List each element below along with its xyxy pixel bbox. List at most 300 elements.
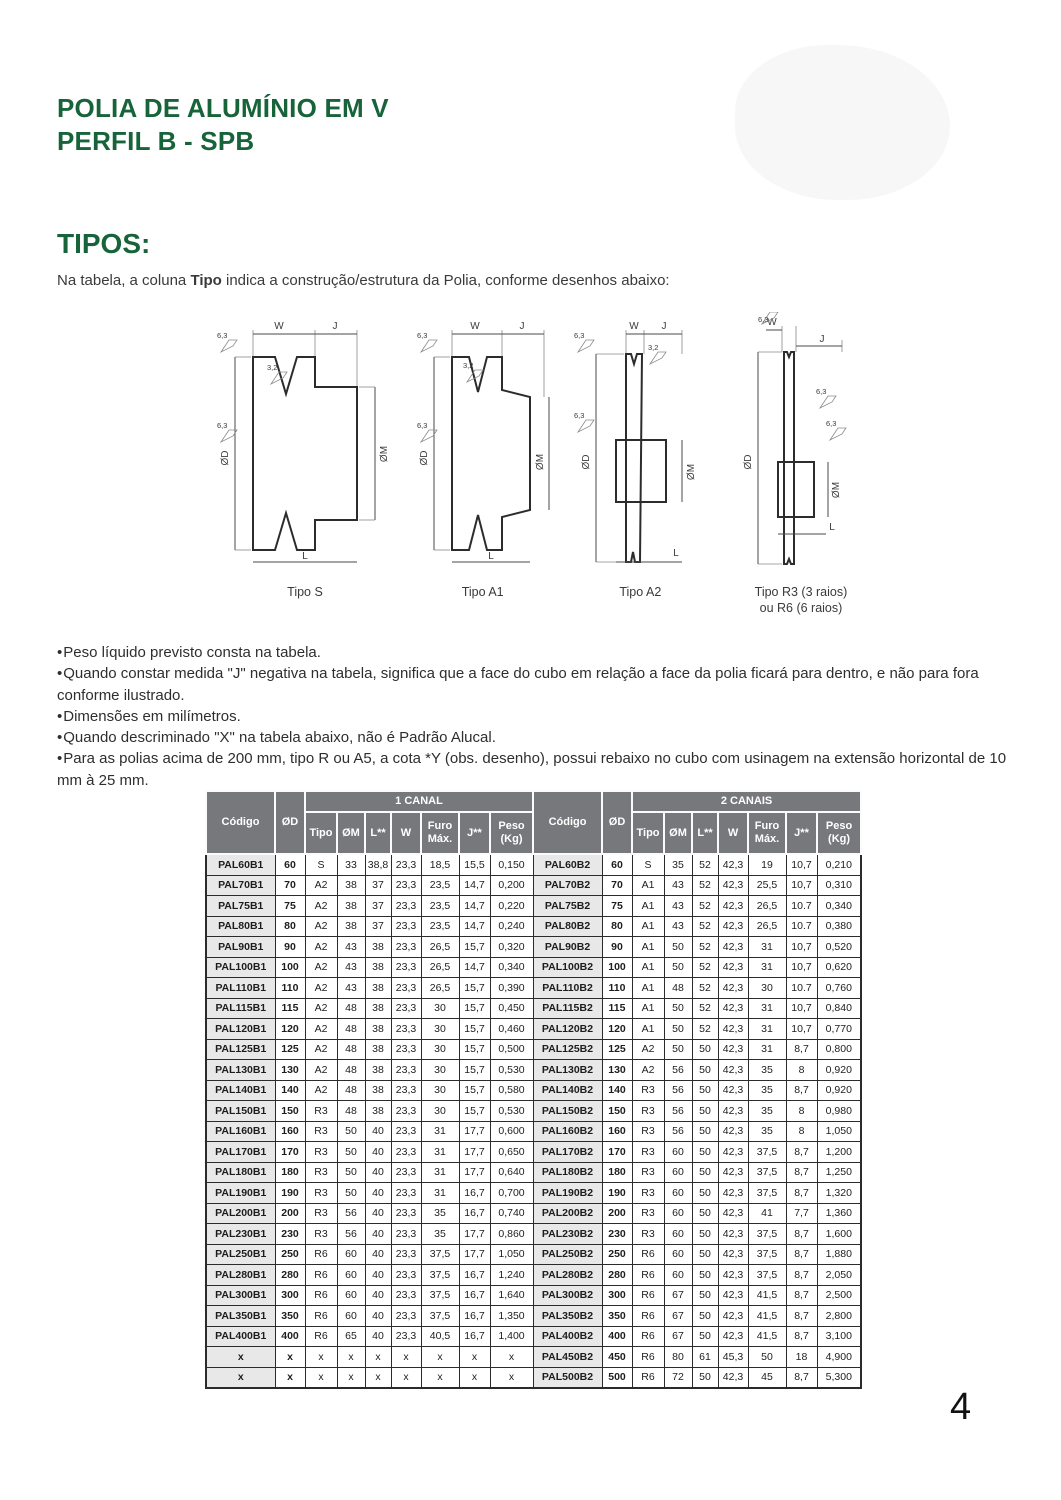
dim-label-d: ØD [581, 454, 593, 470]
header-furo-max: Furo Máx. [748, 812, 786, 854]
value-cell: 0,380 [817, 916, 861, 937]
value-cell: x [365, 1347, 391, 1368]
dim-label-l: L [829, 522, 835, 533]
value-cell: R6 [305, 1265, 337, 1286]
roughness-32-label: 3,2 [267, 363, 278, 372]
value-cell: 400 [602, 1326, 632, 1347]
value-cell: 8,7 [786, 1326, 817, 1347]
value-cell: 3,100 [817, 1326, 861, 1347]
value-cell: 38 [337, 896, 365, 917]
codigo-cell: PAL130B1 [206, 1060, 275, 1081]
table-row [206, 1224, 861, 1245]
figure-tipo-a2 [570, 312, 710, 600]
roughness-63-label: 6,3 [217, 421, 228, 430]
value-cell: 50 [337, 1162, 365, 1183]
value-cell: 16,7 [459, 1265, 490, 1286]
value-cell: 8 [786, 1121, 817, 1142]
dim-label-d: ØD [418, 450, 430, 466]
value-cell: 8,7 [786, 1367, 817, 1388]
table-row [206, 896, 861, 917]
value-cell: 52 [692, 916, 718, 937]
value-cell: 10.7 [786, 916, 817, 937]
value-cell: R6 [305, 1326, 337, 1347]
value-cell: 8,7 [786, 1224, 817, 1245]
value-cell: 180 [275, 1162, 305, 1183]
value-cell: 42,3 [718, 896, 748, 917]
codigo-cell: x [206, 1367, 275, 1388]
value-cell: 80 [664, 1347, 692, 1368]
value-cell: 35 [421, 1203, 459, 1224]
value-cell: 42,3 [718, 978, 748, 999]
table-row [206, 1347, 861, 1368]
value-cell: A2 [305, 1080, 337, 1101]
value-cell: 60 [664, 1265, 692, 1286]
roughness-32-label: 3,2 [648, 343, 659, 352]
value-cell: 42,3 [718, 1121, 748, 1142]
value-cell: 0,840 [817, 998, 861, 1019]
value-cell: 0,520 [817, 937, 861, 958]
value-cell: 40 [365, 1203, 391, 1224]
value-cell: 60 [337, 1306, 365, 1327]
value-cell: 200 [275, 1203, 305, 1224]
value-cell: 31 [748, 1019, 786, 1040]
value-cell: 52 [692, 978, 718, 999]
value-cell: 38 [365, 998, 391, 1019]
title-line-2: PERFIL B - SPB [57, 125, 255, 156]
value-cell: 43 [337, 937, 365, 958]
value-cell: R3 [305, 1101, 337, 1122]
value-cell: 17,7 [459, 1142, 490, 1163]
value-cell: 40 [365, 1142, 391, 1163]
header-peso: Peso (Kg) [490, 812, 533, 854]
value-cell: x [459, 1367, 490, 1388]
value-cell: 43 [337, 957, 365, 978]
value-cell: 35 [421, 1224, 459, 1245]
value-cell: 50 [748, 1347, 786, 1368]
value-cell: 42,3 [718, 1142, 748, 1163]
value-cell: A2 [305, 998, 337, 1019]
codigo-cell: PAL100B2 [533, 957, 602, 978]
value-cell: A2 [305, 875, 337, 896]
value-cell: 150 [602, 1101, 632, 1122]
value-cell: 75 [275, 896, 305, 917]
value-cell: 35 [664, 854, 692, 875]
value-cell: A1 [632, 978, 664, 999]
value-cell: 2,800 [817, 1306, 861, 1327]
value-cell: 60 [664, 1224, 692, 1245]
value-cell: 8,7 [786, 1244, 817, 1265]
value-cell: 42,3 [718, 1326, 748, 1347]
note-item: • Para as polias acima de 200 mm, tipo R ou A5, a cota *Y (obs. desenho), possui rebaixo no cubo com usinagem na extensão horizontal de 10 mm à 25 mm. [57, 748, 1009, 791]
codigo-cell: PAL180B2 [533, 1162, 602, 1183]
header-od: ØD [602, 791, 632, 854]
codigo-cell: PAL280B2 [533, 1265, 602, 1286]
codigo-cell: PAL230B2 [533, 1224, 602, 1245]
codigo-cell: PAL80B2 [533, 916, 602, 937]
value-cell: 180 [602, 1162, 632, 1183]
figure-tipo-r3-r6 [722, 312, 880, 617]
figure-tipo-a1 [407, 312, 559, 600]
value-cell: R3 [305, 1162, 337, 1183]
value-cell: 8,7 [786, 1080, 817, 1101]
value-cell: A2 [305, 937, 337, 958]
value-cell: 23,5 [421, 875, 459, 896]
value-cell: 0,390 [490, 978, 533, 999]
value-cell: x [337, 1347, 365, 1368]
value-cell: 50 [692, 1060, 718, 1081]
dim-label-j: J [519, 321, 525, 332]
value-cell: 26,5 [421, 957, 459, 978]
value-cell: 23,3 [391, 1285, 421, 1306]
value-cell: 30 [748, 978, 786, 999]
value-cell: 16,7 [459, 1285, 490, 1306]
codigo-cell: PAL160B2 [533, 1121, 602, 1142]
value-cell: 43 [664, 916, 692, 937]
value-cell: 8,7 [786, 1142, 817, 1163]
value-cell: S [305, 854, 337, 875]
value-cell: 0,740 [490, 1203, 533, 1224]
table-row [206, 875, 861, 896]
codigo-cell: PAL110B1 [206, 978, 275, 999]
value-cell: 23,3 [391, 978, 421, 999]
value-cell: 0,500 [490, 1039, 533, 1060]
value-cell: 40 [365, 1162, 391, 1183]
codigo-cell: PAL70B1 [206, 875, 275, 896]
codigo-cell: PAL80B1 [206, 916, 275, 937]
value-cell: 10,7 [786, 854, 817, 875]
intro-paragraph [57, 272, 670, 289]
value-cell: 0,860 [490, 1224, 533, 1245]
note-item: • Quando constar medida "J" negativa na tabela, significa que a face do cubo em relação a face da polia ficará para dentro, e não para fora conforme ilustrado. [57, 663, 1009, 706]
codigo-cell: PAL130B2 [533, 1060, 602, 1081]
value-cell: 56 [337, 1224, 365, 1245]
codigo-cell: PAL150B2 [533, 1101, 602, 1122]
value-cell: A1 [632, 937, 664, 958]
value-cell: 200 [602, 1203, 632, 1224]
value-cell: 0,600 [490, 1121, 533, 1142]
value-cell: 23,3 [391, 937, 421, 958]
value-cell: 170 [275, 1142, 305, 1163]
value-cell: 23,3 [391, 1019, 421, 1040]
value-cell: 300 [275, 1285, 305, 1306]
value-cell: 30 [421, 1080, 459, 1101]
value-cell: 10,7 [786, 998, 817, 1019]
value-cell: 31 [748, 1039, 786, 1060]
table-row [206, 1306, 861, 1327]
value-cell: 60 [664, 1142, 692, 1163]
value-cell: A2 [305, 1039, 337, 1060]
value-cell: A1 [632, 916, 664, 937]
roughness-63-label: 6,3 [825, 419, 837, 428]
value-cell: 1,250 [817, 1162, 861, 1183]
value-cell: 45 [748, 1367, 786, 1388]
value-cell: R3 [632, 1142, 664, 1163]
codigo-cell: PAL70B2 [533, 875, 602, 896]
value-cell: 15,7 [459, 978, 490, 999]
value-cell: x [305, 1367, 337, 1388]
roughness-63-label: 6,3 [574, 411, 585, 420]
value-cell: 38 [365, 1080, 391, 1101]
value-cell: 0,760 [817, 978, 861, 999]
header-w: W [391, 812, 421, 854]
value-cell: 10,7 [786, 1019, 817, 1040]
value-cell: 37,5 [748, 1265, 786, 1286]
value-cell: 35 [748, 1121, 786, 1142]
value-cell: 0,340 [817, 896, 861, 917]
value-cell: 16,7 [459, 1326, 490, 1347]
value-cell: 350 [602, 1306, 632, 1327]
codigo-cell: PAL120B1 [206, 1019, 275, 1040]
value-cell: 42,3 [718, 854, 748, 875]
codigo-cell: PAL75B1 [206, 896, 275, 917]
value-cell: 41,5 [748, 1306, 786, 1327]
value-cell: 42,3 [718, 957, 748, 978]
note-item: • Dimensões em milímetros. [57, 706, 1009, 727]
dim-label-d: ØD [742, 454, 754, 470]
value-cell: 140 [275, 1080, 305, 1101]
codigo-cell: PAL500B2 [533, 1367, 602, 1388]
note-item: • Peso líquido previsto consta na tabela. [57, 642, 1009, 663]
value-cell: 250 [602, 1244, 632, 1265]
value-cell: 67 [664, 1326, 692, 1347]
value-cell: 38,8 [365, 854, 391, 875]
value-cell: R3 [632, 1080, 664, 1101]
value-cell: 26,5 [748, 916, 786, 937]
header-om: ØM [337, 812, 365, 854]
value-cell: 1,880 [817, 1244, 861, 1265]
value-cell: 43 [664, 896, 692, 917]
value-cell: A2 [305, 957, 337, 978]
value-cell: R6 [632, 1244, 664, 1265]
value-cell: 31 [748, 957, 786, 978]
intro-prefix: Na tabela, a coluna [57, 272, 191, 289]
codigo-cell: PAL60B2 [533, 854, 602, 875]
value-cell: x [365, 1367, 391, 1388]
value-cell: 30 [421, 1039, 459, 1060]
value-cell: R6 [305, 1306, 337, 1327]
value-cell: 230 [275, 1224, 305, 1245]
value-cell: 2,050 [817, 1265, 861, 1286]
value-cell: 15,7 [459, 1039, 490, 1060]
value-cell: 38 [365, 937, 391, 958]
value-cell: 15,7 [459, 1060, 490, 1081]
value-cell: 0,320 [490, 937, 533, 958]
value-cell: 90 [602, 937, 632, 958]
roughness-63-label: 6,3 [815, 387, 827, 396]
value-cell: 14,7 [459, 875, 490, 896]
value-cell: 52 [692, 875, 718, 896]
value-cell: 37,5 [421, 1285, 459, 1306]
value-cell: 1,200 [817, 1142, 861, 1163]
value-cell: 35 [748, 1080, 786, 1101]
table-row [206, 998, 861, 1019]
page-number: 4 [950, 1386, 972, 1428]
header-peso: Peso (Kg) [817, 812, 861, 854]
value-cell: 43 [337, 978, 365, 999]
value-cell: x [490, 1367, 533, 1388]
value-cell: 230 [602, 1224, 632, 1245]
value-cell: 15,7 [459, 1080, 490, 1101]
value-cell: 48 [337, 1060, 365, 1081]
value-cell: 0,920 [817, 1080, 861, 1101]
table-row [206, 1326, 861, 1347]
table-row [206, 1039, 861, 1060]
value-cell: S [632, 854, 664, 875]
dim-label-l: L [487, 551, 494, 562]
value-cell: 8 [786, 1060, 817, 1081]
value-cell: 0,530 [490, 1101, 533, 1122]
value-cell: 0,310 [817, 875, 861, 896]
codigo-cell: PAL125B2 [533, 1039, 602, 1060]
value-cell: 40,5 [421, 1326, 459, 1347]
value-cell: 38 [337, 875, 365, 896]
value-cell: 8,7 [786, 1183, 817, 1204]
figure-caption: Tipo A2 [619, 585, 662, 599]
value-cell: 23,3 [391, 1265, 421, 1286]
value-cell: 80 [602, 916, 632, 937]
value-cell: R3 [305, 1121, 337, 1142]
figure-caption-line-2: ou R6 (6 raios) [759, 601, 843, 616]
value-cell: 0,450 [490, 998, 533, 1019]
value-cell: 50 [664, 937, 692, 958]
value-cell: A1 [632, 875, 664, 896]
table-row [206, 1367, 861, 1388]
value-cell: 42,3 [718, 1224, 748, 1245]
table-row [206, 1183, 861, 1204]
header-j: J** [459, 812, 490, 854]
value-cell: A2 [632, 1060, 664, 1081]
value-cell: 42,3 [718, 1244, 748, 1265]
value-cell: 1,050 [817, 1121, 861, 1142]
value-cell: A1 [632, 896, 664, 917]
dim-label-d: ØD [220, 450, 231, 466]
codigo-cell: PAL125B1 [206, 1039, 275, 1060]
value-cell: 40 [365, 1121, 391, 1142]
value-cell: 75 [602, 896, 632, 917]
dim-label-w: W [274, 321, 284, 332]
codigo-cell: PAL115B2 [533, 998, 602, 1019]
value-cell: 18 [786, 1347, 817, 1368]
value-cell: 37 [365, 875, 391, 896]
value-cell: 23,3 [391, 1306, 421, 1327]
value-cell: 130 [275, 1060, 305, 1081]
value-cell: 23,3 [391, 896, 421, 917]
value-cell: 120 [602, 1019, 632, 1040]
value-cell: 52 [692, 957, 718, 978]
value-cell: 52 [692, 937, 718, 958]
value-cell: R3 [632, 1121, 664, 1142]
codigo-cell: x [206, 1347, 275, 1368]
value-cell: 50 [692, 1244, 718, 1265]
value-cell: 42,3 [718, 1019, 748, 1040]
tipo-a1-drawing [407, 312, 559, 570]
table-row [206, 854, 861, 875]
value-cell: 23,3 [391, 1326, 421, 1347]
value-cell: 8,7 [786, 1285, 817, 1306]
value-cell: R6 [305, 1285, 337, 1306]
dim-label-l: L [673, 548, 680, 559]
codigo-cell: PAL180B1 [206, 1162, 275, 1183]
value-cell: A2 [305, 1060, 337, 1081]
value-cell: 41 [748, 1203, 786, 1224]
table-row [206, 916, 861, 937]
value-cell: R6 [632, 1326, 664, 1347]
codigo-cell: PAL140B1 [206, 1080, 275, 1101]
value-cell: 70 [275, 875, 305, 896]
codigo-cell: PAL115B1 [206, 998, 275, 1019]
value-cell: 37 [365, 896, 391, 917]
table-row [206, 957, 861, 978]
value-cell: 42,3 [718, 1265, 748, 1286]
value-cell: 120 [275, 1019, 305, 1040]
value-cell: 190 [275, 1183, 305, 1204]
value-cell: 8,7 [786, 1306, 817, 1327]
value-cell: 50 [664, 1019, 692, 1040]
header-tipo: Tipo [305, 812, 337, 854]
codigo-cell: PAL110B2 [533, 978, 602, 999]
roughness-32-label: 3,2 [462, 361, 474, 370]
value-cell: 42,3 [718, 1162, 748, 1183]
codigo-cell: PAL90B1 [206, 937, 275, 958]
value-cell: 0,980 [817, 1101, 861, 1122]
value-cell: 50 [337, 1183, 365, 1204]
value-cell: 31 [421, 1162, 459, 1183]
value-cell: 0,920 [817, 1060, 861, 1081]
value-cell: 100 [602, 957, 632, 978]
value-cell: 115 [602, 998, 632, 1019]
header-group-1-canal: 1 CANAL [305, 791, 533, 812]
value-cell: 48 [337, 1039, 365, 1060]
value-cell: 0,460 [490, 1019, 533, 1040]
value-cell: 23,3 [391, 1162, 421, 1183]
value-cell: 30 [421, 1060, 459, 1081]
header-l: L** [365, 812, 391, 854]
value-cell: 37,5 [748, 1244, 786, 1265]
dim-label-j: J [819, 334, 825, 345]
page-title [57, 92, 389, 157]
value-cell: x [275, 1347, 305, 1368]
value-cell: 37,5 [748, 1142, 786, 1163]
value-cell: 110 [602, 978, 632, 999]
value-cell: 50 [337, 1121, 365, 1142]
codigo-cell: PAL200B2 [533, 1203, 602, 1224]
value-cell: R3 [632, 1203, 664, 1224]
value-cell: 15,7 [459, 1019, 490, 1040]
dim-label-w: W [629, 321, 640, 332]
value-cell: 37,5 [421, 1306, 459, 1327]
value-cell: 48 [337, 1101, 365, 1122]
value-cell: 0,650 [490, 1142, 533, 1163]
value-cell: 30 [421, 998, 459, 1019]
table-row [206, 1285, 861, 1306]
watermark-blob [735, 45, 950, 200]
value-cell: 0,150 [490, 854, 533, 875]
roughness-63-label: 6,3 [416, 421, 428, 430]
value-cell: 125 [275, 1039, 305, 1060]
value-cell: 31 [421, 1121, 459, 1142]
value-cell: 60 [602, 854, 632, 875]
value-cell: 23,3 [391, 916, 421, 937]
note-item: • Quando descriminado "X" na tabela abaixo, não é Padrão Alucal. [57, 727, 1009, 748]
value-cell: 0,200 [490, 875, 533, 896]
value-cell: 67 [664, 1285, 692, 1306]
codigo-cell: PAL190B2 [533, 1183, 602, 1204]
value-cell: 40 [365, 1224, 391, 1245]
value-cell: 25,5 [748, 875, 786, 896]
roughness-63-label: 6,3 [416, 331, 428, 340]
value-cell: 43 [664, 875, 692, 896]
value-cell: 42,3 [718, 1101, 748, 1122]
